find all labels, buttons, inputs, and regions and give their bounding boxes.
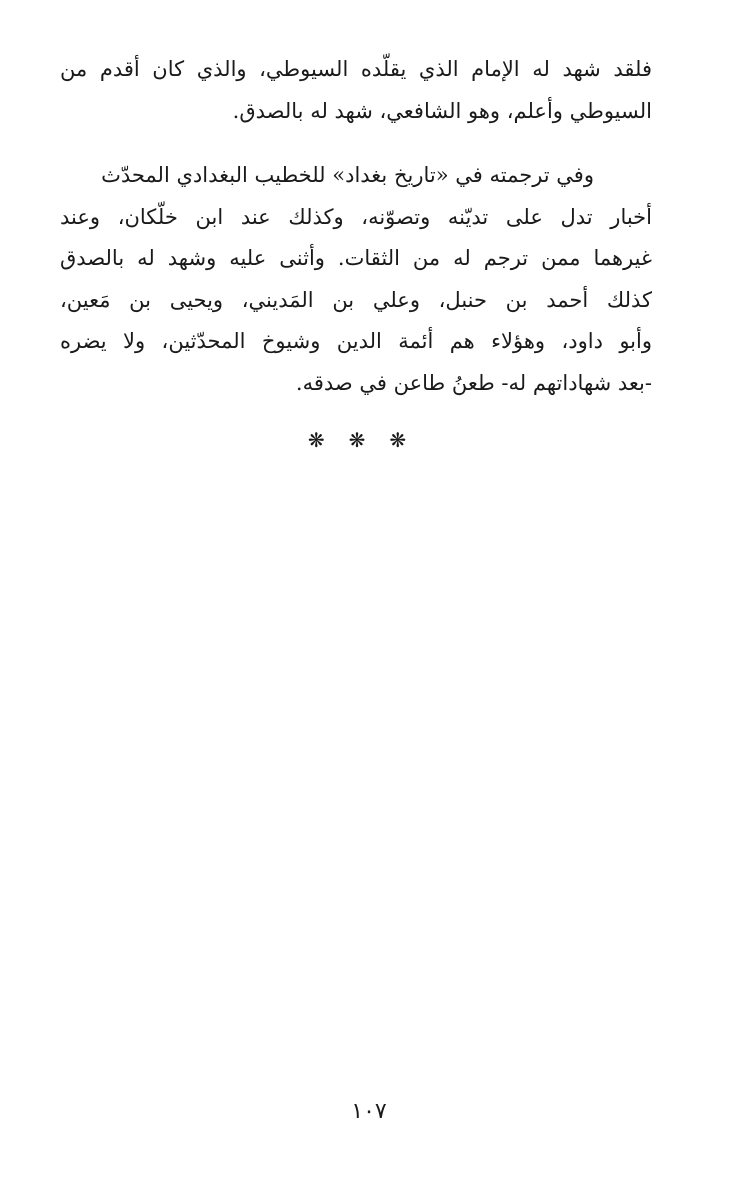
separator-asterisk-icon: ❋ — [307, 428, 349, 452]
paragraph-2-line-6: -بعد شهاداتهم له- طعنُ طاعن في صدقه. — [295, 370, 652, 395]
separator-asterisk-icon: ❋ — [389, 428, 431, 452]
paragraph-2-line-1: وفي ترجمته في «تاريخ بغداد» للخطيب البغدادي المحدّث — [101, 163, 594, 187]
paragraph-1 — [60, 49, 652, 132]
separator-asterisk-icon: ❋ — [348, 428, 390, 452]
paragraph-2-line-5: وأبو داود، وهؤلاء هم أئمة الدين وشيوخ المحدّثين، ولا يضره — [60, 329, 652, 353]
paragraph-1-line-1: فلقد شهد له الإمام الذي يقلّده السيوطي، والذي كان أقدم من — [60, 57, 652, 81]
paragraph-2-line-2: أخبار تدل على تديّنه وتصوّنه، وكذلك عند ابن خلّكان، وعند — [60, 204, 652, 229]
page-number: ١٠٧ — [351, 1099, 387, 1124]
paragraph-2-line-3: غيرهما ممن ترجم له من الثقات. وأثنى عليه وشهد له بالصدق — [60, 246, 652, 270]
section-separator — [0, 428, 738, 452]
paragraph-2-line-4: كذلك أحمد بن حنبل، وعلي بن المَديني، ويحيى بن مَعين، — [60, 287, 652, 312]
paragraph-2 — [60, 155, 652, 404]
paragraph-1-line-2: السيوطي وأعلم، وهو الشافعي، شهد له بالصدق. — [232, 98, 652, 123]
